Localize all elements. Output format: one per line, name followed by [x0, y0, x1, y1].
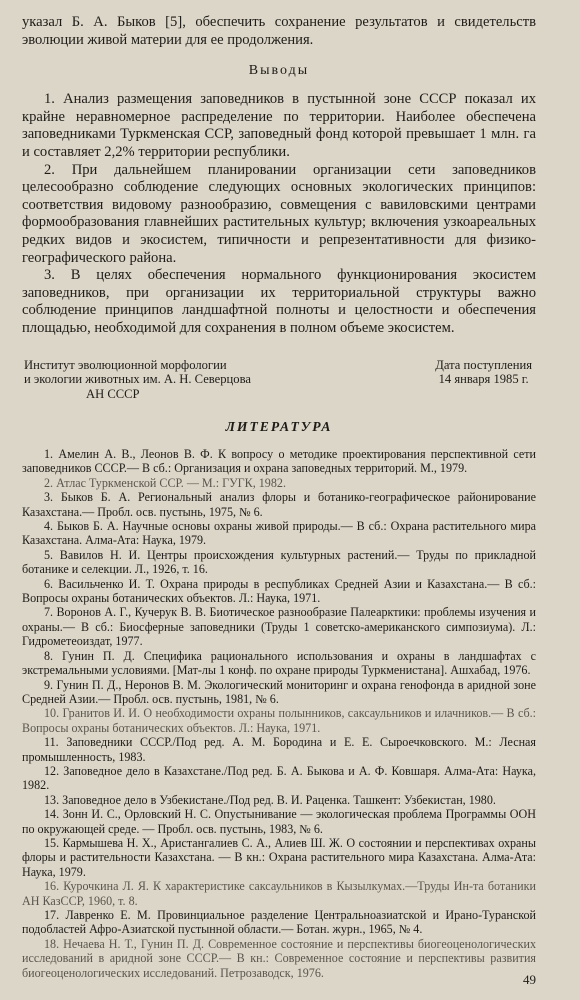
conclusion-paragraph-2: 2. При дальнейшем планировании организации сети заповедников целесообразно соблюдение следующих основных экологических принципов: соответствия видовому разнообразию, совмещения с вавиловскими центрами формообразования главнейших растительных культур; включения узкоареальных редких видов и экосистем, типичности и репрезентативности для физико-географического района.	[22, 161, 536, 266]
institution	[22, 358, 251, 402]
reference-item: 2. Атлас Туркменской ССР. — М.: ГУГК, 1982.	[44, 475, 286, 490]
received-label: Дата поступления	[435, 357, 532, 372]
conclusion-paragraph-1: 1. Анализ размещения заповедников в пустынной зоне СССР показал их крайне неравномерное распределение по территории. Наиболее обеспечена заповедниками Туркменская ССР, заповедный фонд которой превышает 1 млн. га и составляет 2,2% территории республики.	[22, 91, 536, 160]
page-number: 49	[523, 972, 536, 987]
conclusions-section	[22, 91, 536, 337]
reference-item: 17. Лавренко Е. М. Провинциальное разделение Центральноазиатской и Ирано-Туранской подобластей Афро-Азиатской пустынной области.— Ботан. журн., 1965, № 4.	[22, 908, 536, 937]
reference-item: 4. Быков Б. А. Научные основы охраны живой природы.— В сб.: Охрана растительного мира Казахстана. Алма-Ата: Наука, 1979.	[22, 519, 536, 548]
conclusions-title: Выводы	[248, 63, 310, 79]
institution-line-3: АН СССР	[86, 386, 140, 401]
reference-item: 1. Амелин А. В., Леонов В. Ф. К вопросу о методике проектирования перспективной сети заповедников СССР.— В сб.: Организация и охрана заповедных территорий. М., 1979.	[22, 447, 536, 476]
reference-item: 7. Воронов А. Г., Кучерук В. В. Биотическое разнообразие Палеарктики: проблемы изучения и охраны.— В сб.: Биосферные заповедники (Труды 1 советско-американского симпозиума). Л.: Гидрометеоиздат, 1977.	[22, 605, 536, 649]
reference-item: 6. Васильченко И. Т. Охрана природы в республиках Средней Азии и Казахстана.— В сб.: Вопросы охраны ботанических объектов. Л.: Наука, 1971.	[22, 576, 536, 606]
intro-paragraph: указал Б. А. Быков [5], обеспечить сохранение результатов и свидетельств эволюции живой материи для ее продолжения.	[22, 14, 536, 48]
conclusion-paragraph-3: 3. В целях обеспечения нормального функционирования экосистем заповедников, при организации их территориальной структуры важно соблюдение принципов ландшафтной полноты и целостности и обеспечения площадью, необходимой для сохранения в полном объеме экосистем.	[22, 267, 536, 336]
reference-item: 10. Гранитов И. И. О необходимости охраны полынников, саксаульников и илачников.— В сб.: Вопросы охраны ботанических объектов. Л.: Наука, 1971.	[22, 706, 536, 735]
literature-title: ЛИТЕРАТУРА	[225, 419, 333, 434]
reference-item: 9. Гунин П. Д., Неронов В. М. Экологический мониторинг и охрана генофонда в аридной зоне Средней Азии.— Пробл. осв. пустынь, 1981, № 6.	[22, 677, 536, 706]
institution-line-2: и экологии животных им. А. Н. Северцова	[24, 372, 251, 386]
reference-item: 13. Заповедное дело в Узбекистане./Под ред. В. И. Раценка. Ташкент: Узбекистан, 1980.	[44, 792, 496, 807]
reference-item: 8. Гунин П. Д. Специфика рационального использования и охраны в ландшафтах с экстремальными условиями. [Мат-лы 1 конф. по охране природы Туркменистана]. Ашхабад, 1976.	[22, 648, 536, 678]
reference-item: 11. Заповедники СССР./Под ред. А. М. Бородина и Е. Е. Сыроечковского. М.: Лесная промышленность, 1983.	[22, 735, 536, 764]
received-value: 14 января 1985 г.	[438, 372, 529, 386]
reference-list	[22, 447, 536, 980]
affiliation-block	[22, 358, 536, 402]
reference-item: 15. Кармышева Н. Х., Аристангалиев С. А., Алиев Ш. Ж. О состоянии и перспективах охраны флоры и растительности Казахстана. — В кн.: Охрана растительного мира Казахстана. Алма-Ата: Наука, 1979.	[22, 835, 536, 879]
reference-item: 5. Вавилов Н. И. Центры происхождения культурных растений.— Труды по прикладной ботанике и селекции. Л., 1926, т. 16.	[22, 547, 536, 577]
reference-item: 16. Курочкина Л. Я. К характеристике саксаульников в Кызылкумах.—Труды Ин-та ботаники АН КазССР, 1960, т. 8.	[22, 879, 536, 908]
institution-line-1: Институт эволюционной морфологии	[24, 357, 227, 372]
reference-item: 14. Зонн И. С., Орловский Н. С. Опустынивание — экологическая проблема Программы ООН по окружающей среде. — Пробл. осв. пустынь, 1983, № 6.	[22, 807, 536, 836]
reference-item: 12. Заповедное дело в Казахстане./Под ред. Б. А. Быкова и А. Ф. Ковшаря. Алма-Ата: Наука, 1982.	[22, 763, 536, 793]
reference-item: 3. Быков Б. А. Региональный анализ флоры и ботанико-географическое районирование Казахстана.— Пробл. осв. пустынь, 1975, № 6.	[22, 490, 536, 519]
received-date	[435, 358, 536, 402]
reference-item: 18. Нечаева Н. Т., Гунин П. Д. Современное состояние и перспективы биогеоценологических исследований в аридной зоне СССР.— В кн.: Современное состояние и перспективы развития биогеоценологических исследований. Петрозаводск, 1976.	[22, 936, 536, 980]
